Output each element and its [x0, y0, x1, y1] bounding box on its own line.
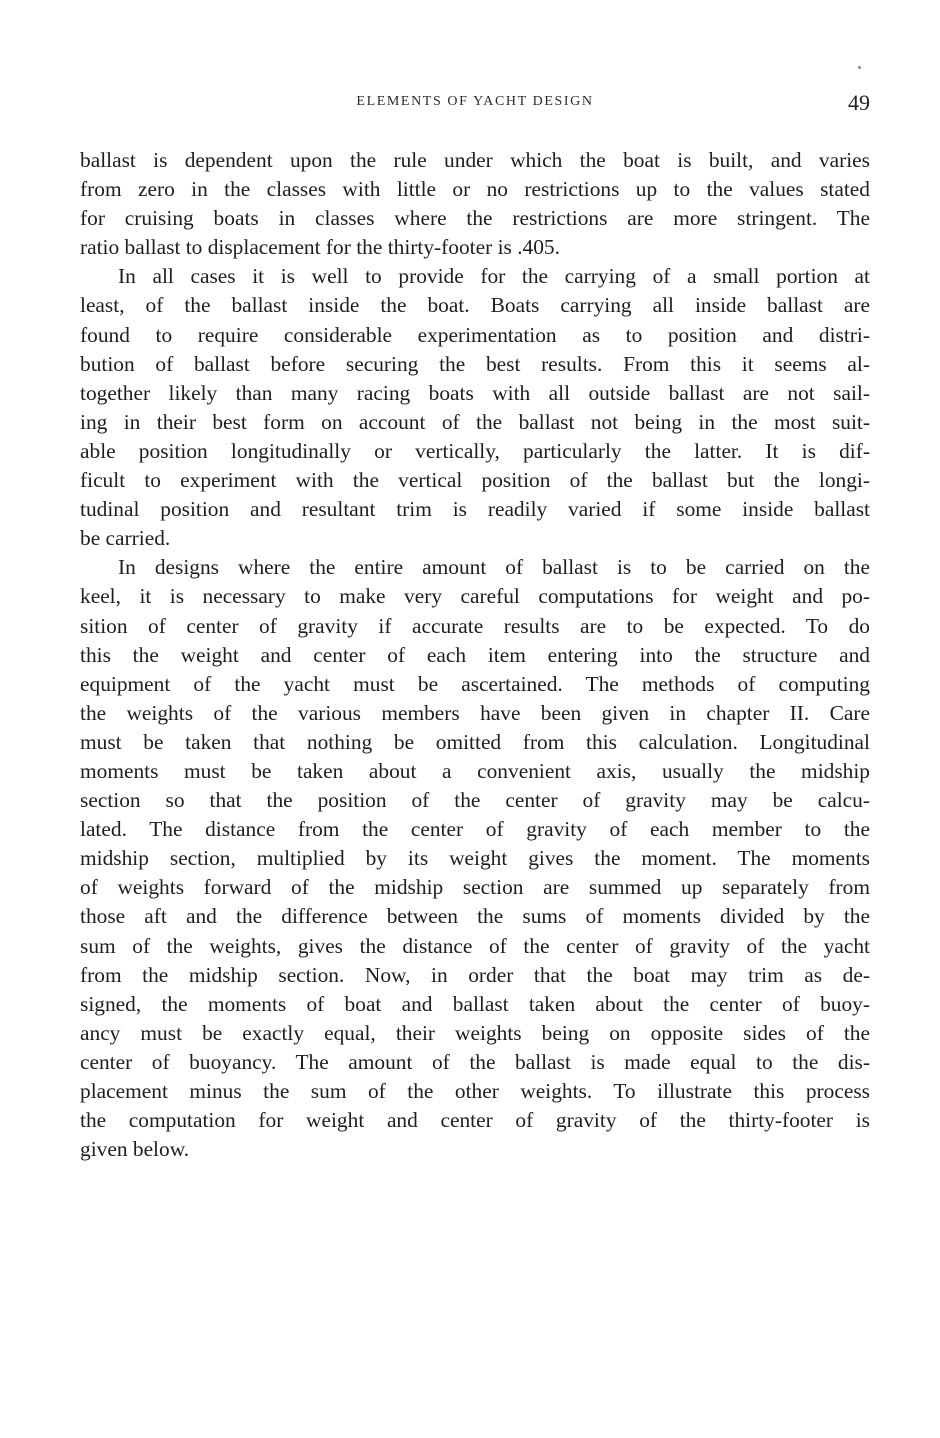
text-line: lated. The distance from the center of gravity of each member to the: [80, 817, 870, 842]
text-line: ratio ballast to displacement for the thirty-footer is .405.: [80, 235, 560, 260]
text-line: given below.: [80, 1137, 190, 1162]
page-number: 49: [848, 90, 870, 115]
text-line: ballast is dependent upon the rule under which the boat is built, and varies: [80, 148, 870, 172]
text-line: equipment of the yacht must be ascertained. The methods of computing: [80, 671, 870, 696]
text-line: signed, the moments of boat and ballast taken about the center of buoy-: [80, 991, 870, 1016]
text-line: sition of center of gravity if accurate results are to be expected. To do: [80, 613, 870, 638]
text-line: section so that the position of the center of gravity may be calcu-: [80, 788, 870, 813]
text-line: placement minus the sum of the other weights. To illustrate this process: [80, 1079, 870, 1103]
text-line: ficult to experiment with the vertical position of the ballast but the longi-: [80, 468, 870, 493]
text-line: this the weight and center of each item entering into the structure and: [80, 642, 870, 667]
text-line: of weights forward of the midship section are summed up separately from: [80, 875, 870, 900]
text-line: from zero in the classes with little or no restrictions up to the values stated: [80, 177, 870, 202]
text-line: ing in their best form on account of the ballast not being in the most suit-: [80, 409, 870, 434]
text-line: tudinal position and resultant trim is readily varied if some inside ballast: [80, 497, 870, 522]
text-line: sum of the weights, gives the distance of the center of gravity of the yacht: [80, 933, 870, 958]
text-line: together likely than many racing boats with all outside ballast are not sail-: [80, 380, 870, 405]
text-line: keel, it is necessary to make very careful computations for weight and po-: [80, 584, 870, 609]
text-line: the computation for weight and center of gravity of the thirty-footer is: [80, 1108, 870, 1133]
running-header: [80, 92, 870, 116]
text-line: bution of ballast before securing the best results. From this it seems al-: [80, 351, 870, 376]
body-text: [80, 146, 870, 1164]
paragraph-start-line: In designs where the entire amount of ballast is to be carried on the: [118, 555, 870, 580]
text-line: least, of the ballast inside the boat. Boats carrying all inside ballast are: [80, 293, 870, 318]
text-line: ancy must be exactly equal, their weights being on opposite sides of the: [80, 1020, 870, 1045]
text-line: for cruising boats in classes where the restrictions are more stringent. The: [80, 206, 870, 231]
running-title: ELEMENTS OF YACHT DESIGN: [356, 94, 594, 109]
text-line: the weights of the various members have been given in chapter II. Care: [80, 700, 870, 725]
paragraph-start-line: In all cases it is well to provide for the carrying of a small portion at: [118, 264, 870, 289]
text-line: must be taken that nothing be omitted from this calculation. Longitudinal: [80, 729, 870, 754]
scan-speck: [858, 66, 861, 69]
text-line: from the midship section. Now, in order that the boat may trim as de-: [80, 962, 870, 987]
text-line: center of buoyancy. The amount of the ballast is made equal to the dis-: [80, 1049, 870, 1074]
text-line: found to require considerable experimentation as to position and distri-: [80, 322, 870, 347]
text-line: midship section, multiplied by its weight gives the moment. The moments: [80, 846, 870, 871]
text-line: able position longitudinally or vertically, particularly the latter. It is dif-: [80, 438, 870, 463]
text-line: moments must be taken about a convenient axis, usually the midship: [80, 758, 870, 783]
text-line: be carried.: [80, 526, 171, 551]
text-line: those aft and the difference between the sums of moments divided by the: [80, 904, 870, 929]
